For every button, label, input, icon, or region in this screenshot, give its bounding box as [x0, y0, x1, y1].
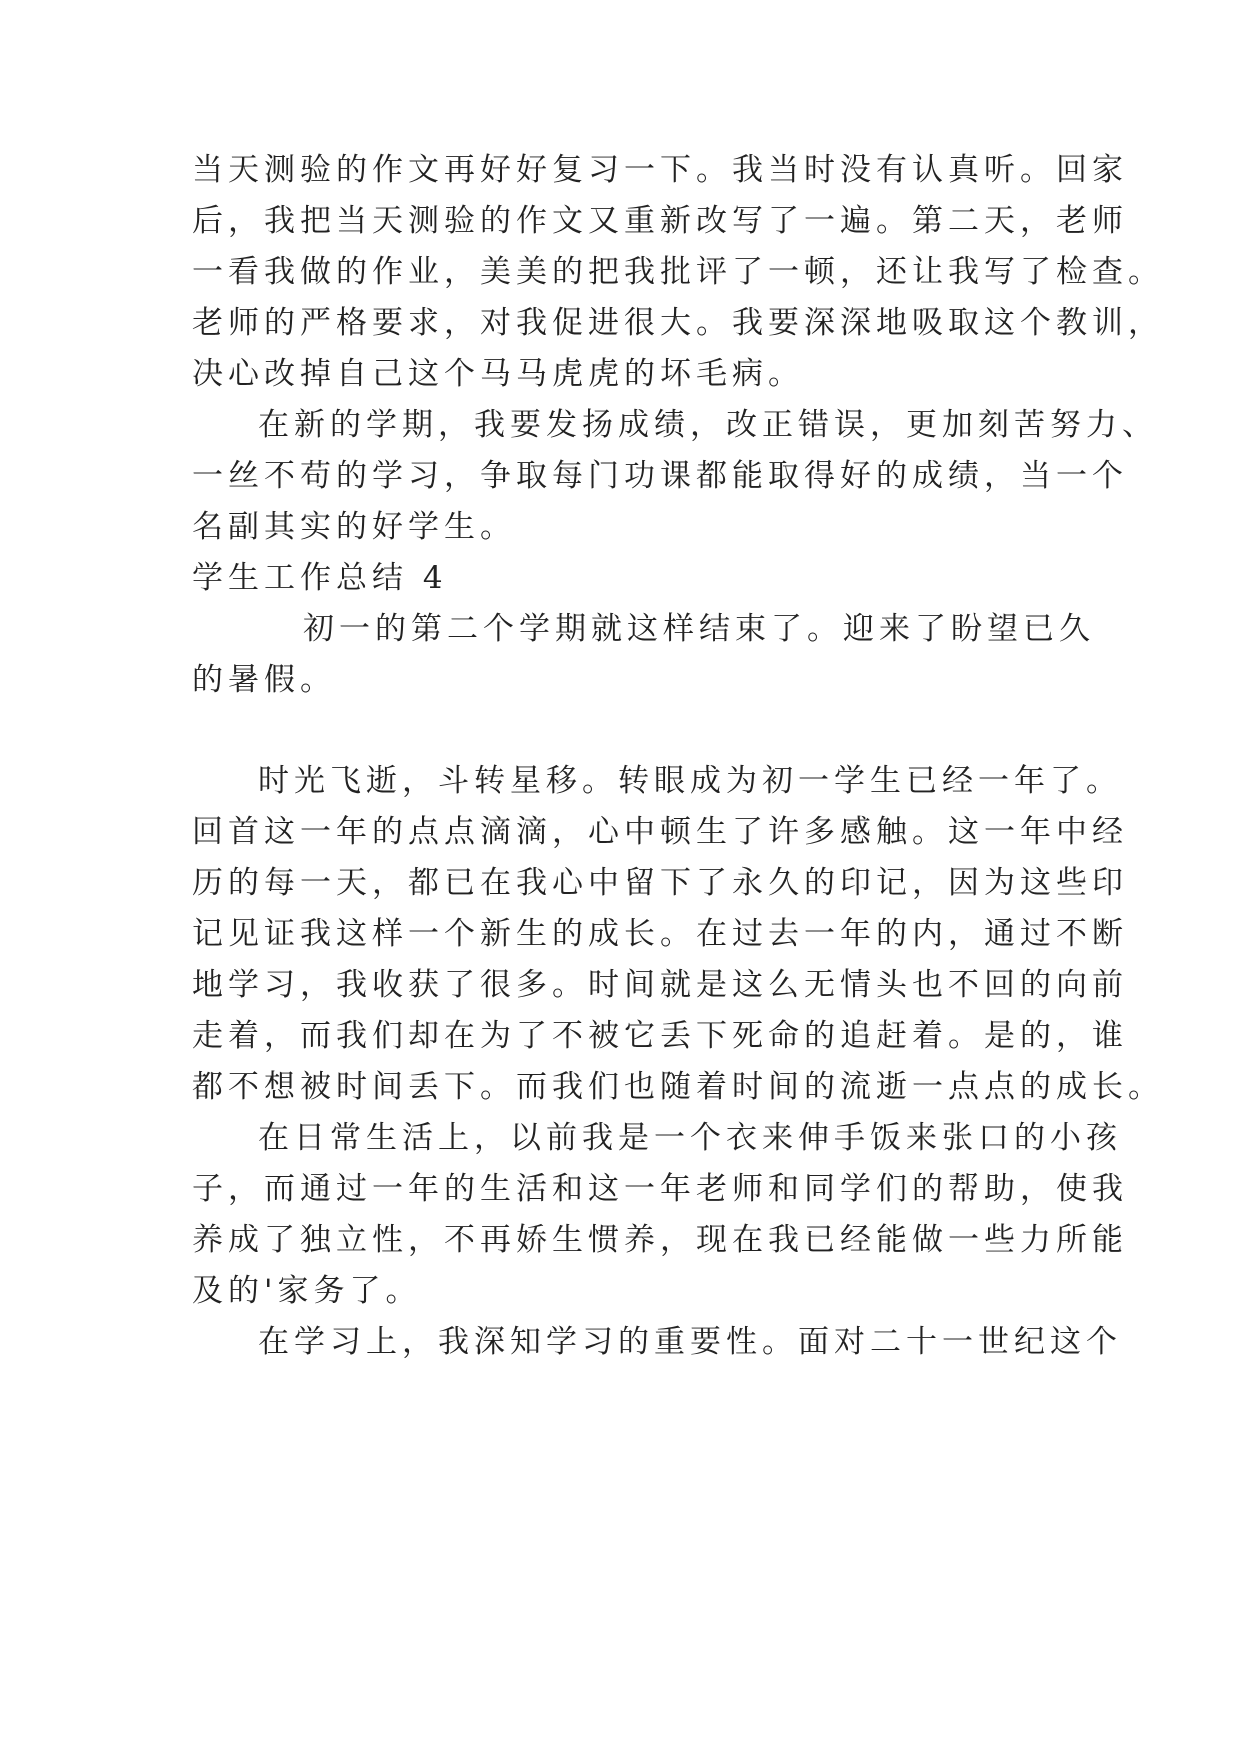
- text-line: 及的'家务了。: [192, 1273, 422, 1309]
- text-line: 历的每一天，都已在我心中留下了永久的印记，因为这些印: [192, 865, 1128, 901]
- text-line: 一看我做的作业，美美的把我批评了一顿，还让我写了检查。: [192, 254, 1164, 290]
- text-line: 的暑假。: [192, 662, 336, 698]
- paragraph-first-line: 在新的学期，我要发扬成绩，改正错误，更加刻苦努力、: [258, 407, 1158, 443]
- text-line: 子，而通过一年的生活和这一年老师和同学们的帮助，使我: [192, 1171, 1128, 1207]
- text-line: 一丝不苟的学习，争取每门功课都能取得好的成绩，当一个: [192, 458, 1128, 494]
- text-line: 地学习，我收获了很多。时间就是这么无情头也不回的向前: [192, 967, 1128, 1003]
- text-line: 老师的严格要求，对我促进很大。我要深深地吸取这个教训，: [192, 305, 1164, 341]
- text-line: 养成了独立性，不再娇生惯养，现在我已经能做一些力所能: [192, 1222, 1128, 1258]
- paragraph-first-line: 在日常生活上，以前我是一个衣来伸手饭来张口的小孩: [258, 1120, 1122, 1156]
- paragraph-first-line: 时光飞逝，斗转星移。转眼成为初一学生已经一年了。: [258, 763, 1122, 799]
- text-line: 决心改掉自己这个马马虎虎的坏毛病。: [192, 356, 804, 392]
- text-line: 记见证我这样一个新生的成长。在过去一年的内，通过不断: [192, 916, 1128, 952]
- text-line: 名副其实的好学生。: [192, 509, 516, 545]
- text-line: 回首这一年的点点滴滴，心中顿生了许多感触。这一年中经: [192, 814, 1128, 850]
- section-heading: 学生工作总结 4: [192, 560, 448, 596]
- text-line: 都不想被时间丢下。而我们也随着时间的流逝一点点的成长。: [192, 1069, 1164, 1105]
- paragraph-first-line: 初一的第二个学期就这样结束了。迎来了盼望已久: [303, 611, 1095, 647]
- text-line: 后，我把当天测验的作文又重新改写了一遍。第二天，老师: [192, 203, 1128, 239]
- text-line: 当天测验的作文再好好复习一下。我当时没有认真听。回家: [192, 152, 1128, 188]
- paragraph-first-line: 在学习上，我深知学习的重要性。面对二十一世纪这个: [258, 1324, 1122, 1360]
- text-line: 走着，而我们却在为了不被它丢下死命的追赶着。是的，谁: [192, 1018, 1128, 1054]
